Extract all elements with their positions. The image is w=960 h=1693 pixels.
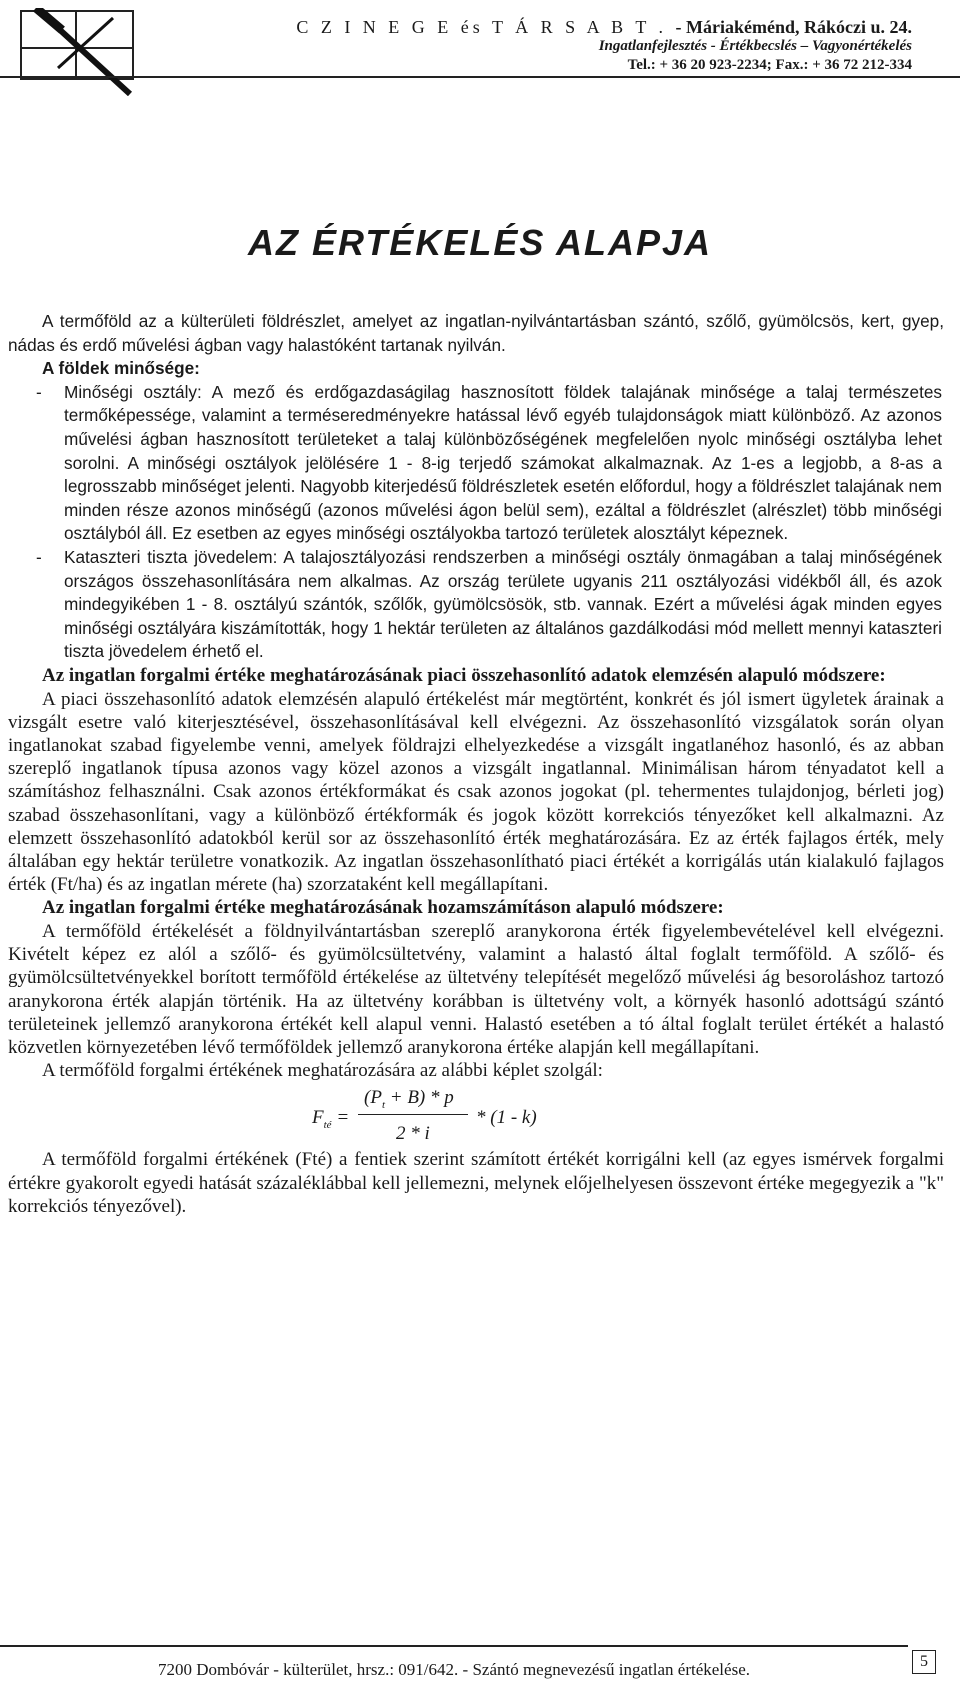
section2-text: A termőföld értékelését a földnyilvántartásban szereplő aranykorona érték figyelembevételével kell elvégezni. Kivételt képez ez alól a szőlő- és gyümölcsültetvény, valamint a halastó által foglalt termőföld. A szőlő- és gyümölcsültetvényekkel borított termőföld értékelése az ültetvény telepítését megelőző művelési ág besoroláshoz tartozó aranykorona érték alapján történik. Ha az ültetvény korábban is ültetvény volt, a környék hasonló adottságú szántó területeinek jellemző aranykorona értékét kell alapul venni. Halastó esetében a tó által foglalt terület értékét a halastó közvetlen környezetében lévő termőföldek jellemző aranykorona értéke alapján kell megállapítani. — [8, 920, 944, 1058]
formula-equals: = — [336, 1107, 350, 1129]
formula-intro: A termőföld forgalmi értékének meghatározására az alábbi képlet szolgál: — [42, 1060, 603, 1082]
quality-list — [8, 381, 944, 664]
list-item-text: Kataszteri tiszta jövedelem: A talajosztályozási rendszerben a minőségi osztály önmagában a talaj minőségének országos összehasonlítására nem alkalmas. Az ország területe ugyanis 211 osztályozási vidékből áll, és azok mindegyikében 1 - 8. osztályú szántók, szőlők, gyümölcsösök, stb. vannak. Ezért a művelési ágak minden egyes minőségi osztályára kiszámították, hogy 1 hektár területen az általános gazdálkodási mód mellett mennyi kataszteri tiszta jövedelem érhető el. — [64, 546, 942, 662]
formula-numerator-sub: t — [381, 1099, 385, 1112]
formula-numerator-rest: + B) * p — [385, 1087, 454, 1109]
company-phone: Tel.: + 36 20 923-2234; Fax.: + 36 72 212-334 — [627, 57, 912, 73]
quality-heading: A földek minősége: — [42, 358, 200, 379]
page-number: 5 — [912, 1650, 936, 1674]
intro-paragraph: A termőföld az a külterületi földrészlet, amelyet az ingatlan-nyilvántartásban szántó, szőlő, gyümölcsös, kert, gyep, nádas és erdő művelési ágban vagy halastóként tartanak nyilván. — [8, 311, 944, 355]
footer-divider — [0, 1645, 908, 1647]
page-footer: 7200 Dombóvár - külterület, hrsz.: 091/642. - Szántó megnevezésű ingatlan értékelése. — [158, 1660, 750, 1679]
document-body — [8, 310, 944, 1218]
company-logo-icon — [18, 8, 136, 96]
formula-tail: * (1 - k) — [476, 1107, 537, 1129]
section1-heading: Az ingatlan forgalmi értéke meghatározásának piaci összehasonlító adatok elemzésén alapuló módszere: — [42, 664, 886, 686]
company-name: C Z I N E G E és T Á R S A B T . — [296, 17, 668, 37]
section1-text: A piaci összehasonlító adatok elemzésén alapuló értékelést már megtörtént, konkrét és jól ismert ügyletek árainak a vizsgált esetre való kiterjesztésével, összehasonlításával kell elvégezni. Az összehasonlító vizsgálatok során olyan ingatlanokat szabad figyelembe venni, amelyek földrajzi elhelyezkedése a vizsgált ingatlanéhoz hasonló, és az abban szereplő ingatlanok típusa azonos vagy közel azonos a vizsgált ingatlannal. Minimálisan három tényadatot kell a számításhoz felhasználni. Csak azonos értékformákat és csak azonos jogokat (pl. tehermentes tulajdonjog, bérleti jog) szabad összehasonlítani, vagy a különböző értékformák és jogok között korrekciós tényezőket kell alkalmazni. Az elemzett összehasonlító adatokból kerül sor az összehasonlító érték meghatározására. Ez az érték fajlagos érték, mely általában egy hektár területre vonatkozik. Az ingatlan összehasonlítható piaci értékét a korrigálás után kialakuló fajlagos érték (Ft/ha) és az ingatlan mérete (ha) szorzataként kell megállapítani. — [8, 688, 944, 896]
letterhead — [296, 18, 912, 75]
value-formula — [8, 1082, 944, 1148]
formula-denominator: 2 * i — [396, 1123, 430, 1145]
section2-heading: Az ingatlan forgalmi értéke meghatározásának hozamszámításon alapuló módszere: — [42, 897, 724, 919]
fraction-bar — [358, 1114, 468, 1115]
list-item: - Kataszteri tiszta jövedelem: A talajosztályozási rendszerben a minőségi osztály önmagában a talaj minőségének országos összehasonlítására nem alkalmas. Az ország területe ugyanis 211 osztályozási vidékből áll, és azok mindegyikében 1 - 8. osztályú szántók, szőlők, gyümölcsösök, stb. vannak. Ezért a művelési ágak minden egyes minőségi osztályára kiszámították, hogy 1 hektár területen az általános gazdálkodási mód mellett mennyi kataszteri tiszta jövedelem érhető el. — [36, 546, 942, 662]
company-services: Ingatlanfejlesztés - Értékbecslés – Vagyonértékelés — [598, 38, 912, 54]
company-address: - Máriakéménd, Rákóczi u. 24. — [675, 17, 912, 37]
list-item-text: Minőségi osztály: A mező és erdőgazdaságilag hasznosított földek talajának minősége a talaj természetes termőképessége, valamint a terméseredményekre hatással lévő egyéb tulajdonságok miatt különböző. Az azonos művelési ágban hasznosított területeket a talaj különbözőségének megfelelően nyolc minőségi osztályba lehet sorolni. A minőségi osztályok jelölésére 1 - 8-ig terjedő számokat alkalmaznak. Az 1-es a legjobb, a 8-as a legrosszabb minőséget jelenti. Nagyobb kiterjedésű földrészletek esetén előfordul, hogy a földrészlet talajának nem minden része azonos minőségű (azonos művelési ágon belül sem), ezáltal a földrészlet (alrészlet) több minőségi osztályból áll. Ez esetben az egyes minőségi osztályokba tartozó területek alosztályt képeznek. — [64, 381, 942, 544]
formula-numerator: (P — [364, 1087, 382, 1109]
closing-paragraph: A termőföld forgalmi értékének (Fté) a fentiek szerint számított értékét korrigálni kell (az egyes ismérvek forgalmi értékre gyakorolt egyedi hatását százaléklábbal kell jellemezni, melynek előjelhelyesen összevont értéke megegyezik a "k" korrekciós tényezővel). — [8, 1149, 944, 1217]
formula-lhs: F — [312, 1107, 324, 1129]
header-divider — [0, 76, 960, 78]
page-title: AZ ÉRTÉKELÉS ALAPJA — [247, 222, 713, 263]
list-item: - Minőségi osztály: A mező és erdőgazdaságilag hasznosított földek talajának minősége a talaj természetes termőképessége, valamint a terméseredményekre hatással lévő egyéb tulajdonságok miatt különböző. Az azonos művelési ágban hasznosított területeket a talaj különbözőségének megfelelően nyolc minőségi osztályba lehet sorolni. A minőségi osztályok jelölésére 1 - 8-ig terjedő számokat alkalmaznak. Az 1-es a legjobb, a 8-as a legrosszabb minőséget jelenti. Nagyobb kiterjedésű földrészletek esetén előfordul, hogy a földrészlet talajának nem minden része azonos minőségű (azonos művelési ágon belül sem), ezáltal a földrészlet (alrészlet) több minőségi osztályból áll. Ez esetben az egyes minőségi osztályokba tartozó területek alosztályt képeznek. — [36, 381, 942, 544]
formula-lhs-sub: té — [323, 1119, 332, 1132]
